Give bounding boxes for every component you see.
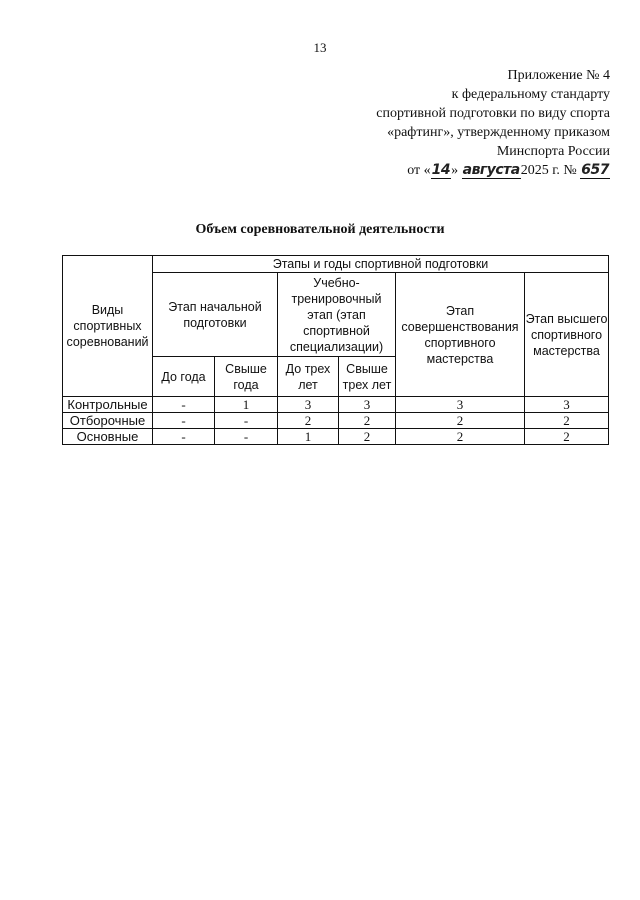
approval-line-2: к федеральному стандарту <box>451 87 610 102</box>
header-stage-training: Учебно-тренировочный этап (этап спортивной специализации) <box>278 273 396 357</box>
handwritten-day: 14 <box>431 162 451 178</box>
table-cell: - <box>153 429 215 445</box>
table-row <box>63 397 609 413</box>
table-cell: 3 <box>396 397 525 413</box>
approval-line-3: спортивной подготовки по виду спорта <box>376 106 610 121</box>
table-cell: - <box>215 429 278 445</box>
header-stage-higher: Этап высшего спортивного мастерства <box>525 273 609 397</box>
header-initial-over-year: Свыше года <box>215 357 278 397</box>
competition-volume-table <box>62 255 609 445</box>
date-prefix: от « <box>407 163 431 178</box>
table-cell: 3 <box>278 397 339 413</box>
table-cell: 2 <box>339 413 396 429</box>
approval-line-5: Минспорта России <box>496 144 610 159</box>
header-competition-types: Виды спортивных соревнований <box>63 256 153 397</box>
table-cell: 2 <box>396 429 525 445</box>
date-mid: » <box>451 163 459 178</box>
row-label: Основные <box>63 429 153 445</box>
table-row <box>63 429 609 445</box>
table-cell: 3 <box>339 397 396 413</box>
table-cell: - <box>153 413 215 429</box>
table-cell: 3 <box>525 397 609 413</box>
table-row <box>63 413 609 429</box>
header-stages-group: Этапы и годы спортивной подготовки <box>153 256 609 273</box>
page-number: 13 <box>313 40 327 55</box>
row-label: Контрольные <box>63 397 153 413</box>
row-label: Отборочные <box>63 413 153 429</box>
approval-date-line <box>290 161 610 180</box>
table-cell: 1 <box>215 397 278 413</box>
header-training-up-to-three: До трех лет <box>278 357 339 397</box>
header-stage-improvement: Этап совершенствования спортивного мастерства <box>396 273 525 397</box>
table-cell: 2 <box>525 429 609 445</box>
table-cell: 2 <box>525 413 609 429</box>
document-title: Объем соревновательной деятельности <box>195 222 445 237</box>
header-training-over-three: Свыше трех лет <box>339 357 396 397</box>
approval-line-4: «рафтинг», утвержденному приказом <box>387 125 610 140</box>
table-cell: - <box>153 397 215 413</box>
header-initial-up-to-year: До года <box>153 357 215 397</box>
handwritten-month: августа <box>462 162 520 178</box>
approval-line-1: Приложение № 4 <box>507 68 610 83</box>
table-cell: 2 <box>396 413 525 429</box>
table-cell: 2 <box>278 413 339 429</box>
table-cell: - <box>215 413 278 429</box>
table-cell: 1 <box>278 429 339 445</box>
approval-block <box>290 66 610 180</box>
header-stage-initial: Этап начальной подготовки <box>153 273 278 357</box>
handwritten-order-number: 657 <box>581 162 609 178</box>
table-cell: 2 <box>339 429 396 445</box>
year-part: 2025 г. № <box>520 163 577 178</box>
